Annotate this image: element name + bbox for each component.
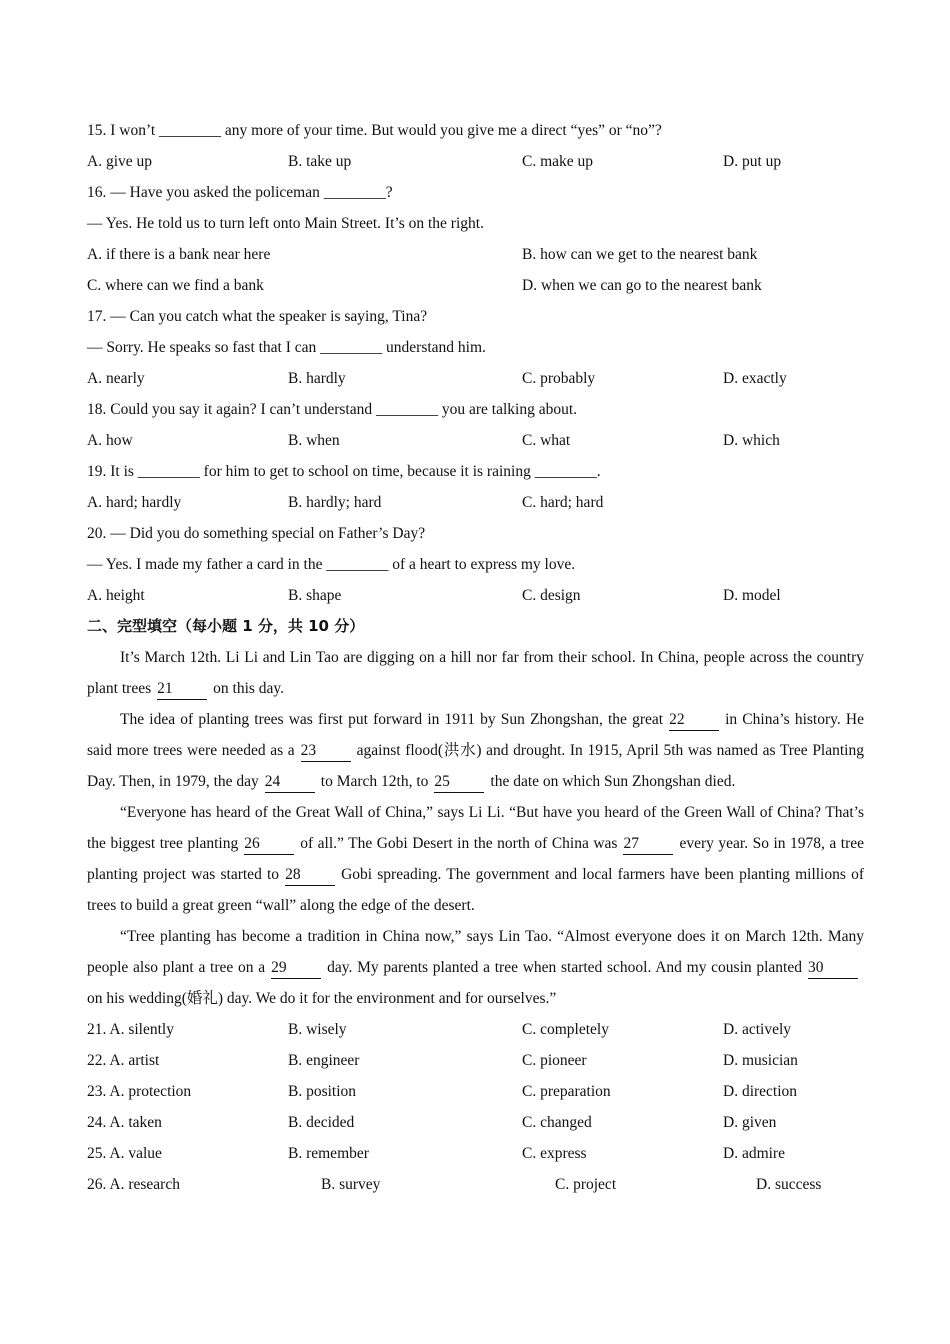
blank-30: 30 <box>808 958 858 979</box>
option-d: D. musician <box>723 1052 798 1069</box>
option-a: A. hard; hardly <box>87 494 182 511</box>
option-c: C. express <box>522 1145 587 1162</box>
option-b: B. when <box>288 432 340 449</box>
option-b: B. position <box>288 1083 357 1100</box>
option-b: B. remember <box>288 1145 369 1162</box>
option-b: B. hardly; hard <box>288 494 382 511</box>
question-22-options <box>87 1045 864 1076</box>
question-16-reply: — Yes. He told us to turn left onto Main Street. It’s on the right. <box>87 215 484 232</box>
option-d: D. which <box>723 432 780 449</box>
option-b: B. how can we get to the nearest bank <box>522 246 758 263</box>
option-b: B. decided <box>288 1114 355 1131</box>
option-d: D. exactly <box>723 370 787 387</box>
option-b: B. take up <box>288 153 352 170</box>
option-b: B. wisely <box>288 1021 347 1038</box>
blank-29: 29 <box>271 958 321 979</box>
question-17-stem: 17. — Can you catch what the speaker is saying, Tina? <box>87 308 428 325</box>
option-c: C. where can we find a bank <box>87 277 264 294</box>
question-18-stem: 18. Could you say it again? I can’t understand ________ you are talking about. <box>87 401 578 418</box>
option-c: C. make up <box>522 153 594 170</box>
option-d: D. success <box>756 1176 822 1193</box>
option-d: D. actively <box>723 1021 792 1038</box>
text: The idea of planting trees was first put forward in 1911 by Sun Zhongshan, the great <box>120 711 664 728</box>
text: in China’s history. He said more trees were needed as a <box>87 711 864 759</box>
option-a: 26. A. research <box>87 1176 180 1193</box>
blank-27: 27 <box>623 834 673 855</box>
passage-paragraph-3 <box>87 797 864 921</box>
option-a: 23. A. protection <box>87 1083 192 1100</box>
question-17-options <box>87 363 864 394</box>
question-15-options <box>87 146 864 177</box>
text: on this day. <box>213 680 285 697</box>
option-c: C. completely <box>522 1021 609 1038</box>
text: to March 12th, to <box>320 773 429 790</box>
question-17-reply: — Sorry. He speaks so fast that I can ________ understand him. <box>87 339 486 356</box>
question-16-options-row2 <box>87 270 864 301</box>
option-c: C. pioneer <box>522 1052 587 1069</box>
blank-23: 23 <box>301 741 351 762</box>
question-18-options <box>87 425 864 456</box>
blank-26: 26 <box>244 834 294 855</box>
option-c: C. hard; hard <box>522 494 604 511</box>
option-a: A. height <box>87 587 145 604</box>
question-21-options <box>87 1014 864 1045</box>
option-b: B. hardly <box>288 370 346 387</box>
option-b: B. shape <box>288 587 342 604</box>
text: It’s March 12th. Li Li and Lin Tao are digging on a hill nor far from their school. In China, people across the country plant trees <box>87 649 864 697</box>
option-a: 21. A. silently <box>87 1021 174 1038</box>
option-c: C. preparation <box>522 1083 611 1100</box>
question-16-options-row1 <box>87 239 864 270</box>
option-a: 22. A. artist <box>87 1052 160 1069</box>
question-20-stem: 20. — Did you do something special on Father’s Day? <box>87 525 426 542</box>
passage-paragraph-1 <box>87 642 864 704</box>
question-24-options <box>87 1107 864 1138</box>
passage-paragraph-4 <box>87 921 864 1014</box>
section-heading: 二、完型填空（每小题 1 分，共 10 分） <box>87 617 365 635</box>
option-b: B. survey <box>321 1176 381 1193</box>
option-a: A. if there is a bank near here <box>87 246 271 263</box>
option-a: 24. A. taken <box>87 1114 162 1131</box>
option-d: D. put up <box>723 153 782 170</box>
question-26-options <box>87 1169 864 1200</box>
blank-24: 24 <box>265 772 315 793</box>
option-c: C. probably <box>522 370 596 387</box>
text: every year. So in 1978, a tree planting project was started to <box>87 835 864 883</box>
text: day. My parents planted a tree when started school. And my cousin planted <box>327 959 802 976</box>
option-c: C. changed <box>522 1114 592 1131</box>
exam-page <box>87 115 864 1200</box>
question-15-stem: 15. I won’t ________ any more of your time. But would you give me a direct “yes” or “no”? <box>87 122 662 139</box>
option-d: D. admire <box>723 1145 785 1162</box>
option-a: A. give up <box>87 153 153 170</box>
option-c: C. project <box>555 1176 617 1193</box>
question-19-options <box>87 487 864 518</box>
blank-25: 25 <box>434 772 484 793</box>
question-23-options <box>87 1076 864 1107</box>
blank-22: 22 <box>669 710 719 731</box>
option-b: B. engineer <box>288 1052 360 1069</box>
blank-21: 21 <box>157 679 207 700</box>
passage-paragraph-2 <box>87 704 864 797</box>
option-c: C. design <box>522 587 581 604</box>
question-19-stem: 19. It is ________ for him to get to school on time, because it is raining ________. <box>87 463 601 480</box>
option-d: D. direction <box>723 1083 798 1100</box>
text: Gobi spreading. The government and local farmers have been planting millions of trees to build a great green “wall” along the edge of the desert. <box>87 866 864 914</box>
question-25-options <box>87 1138 864 1169</box>
option-d: D. model <box>723 587 781 604</box>
option-c: C. what <box>522 432 571 449</box>
text: on his wedding(婚礼) day. We do it for the environment and for ourselves.” <box>87 990 557 1007</box>
blank-28: 28 <box>285 865 335 886</box>
text: the date on which Sun Zhongshan died. <box>490 773 736 790</box>
question-20-reply: — Yes. I made my father a card in the ________ of a heart to express my love. <box>87 556 576 573</box>
option-d: D. when we can go to the nearest bank <box>522 277 762 294</box>
option-d: D. given <box>723 1114 777 1131</box>
option-a: A. how <box>87 432 133 449</box>
option-a: A. nearly <box>87 370 145 387</box>
text: of all.” The Gobi Desert in the north of China was <box>300 835 618 852</box>
option-a: 25. A. value <box>87 1145 162 1162</box>
text: against flood(洪水) and drought. In 1915, April 5th was named as Tree Planting Day. Then, in 1979, the day <box>87 742 864 790</box>
question-20-options <box>87 580 864 611</box>
text: “Tree planting has become a tradition in China now,” says Lin Tao. “Almost everyone does it on March 12th. Many people also plant a tree on a <box>87 928 864 976</box>
question-16-stem: 16. — Have you asked the policeman ________? <box>87 184 393 201</box>
text: “Everyone has heard of the Great Wall of China,” says Li Li. “But have you heard of the Green Wall of China? That’s the biggest tree planting <box>87 804 864 852</box>
